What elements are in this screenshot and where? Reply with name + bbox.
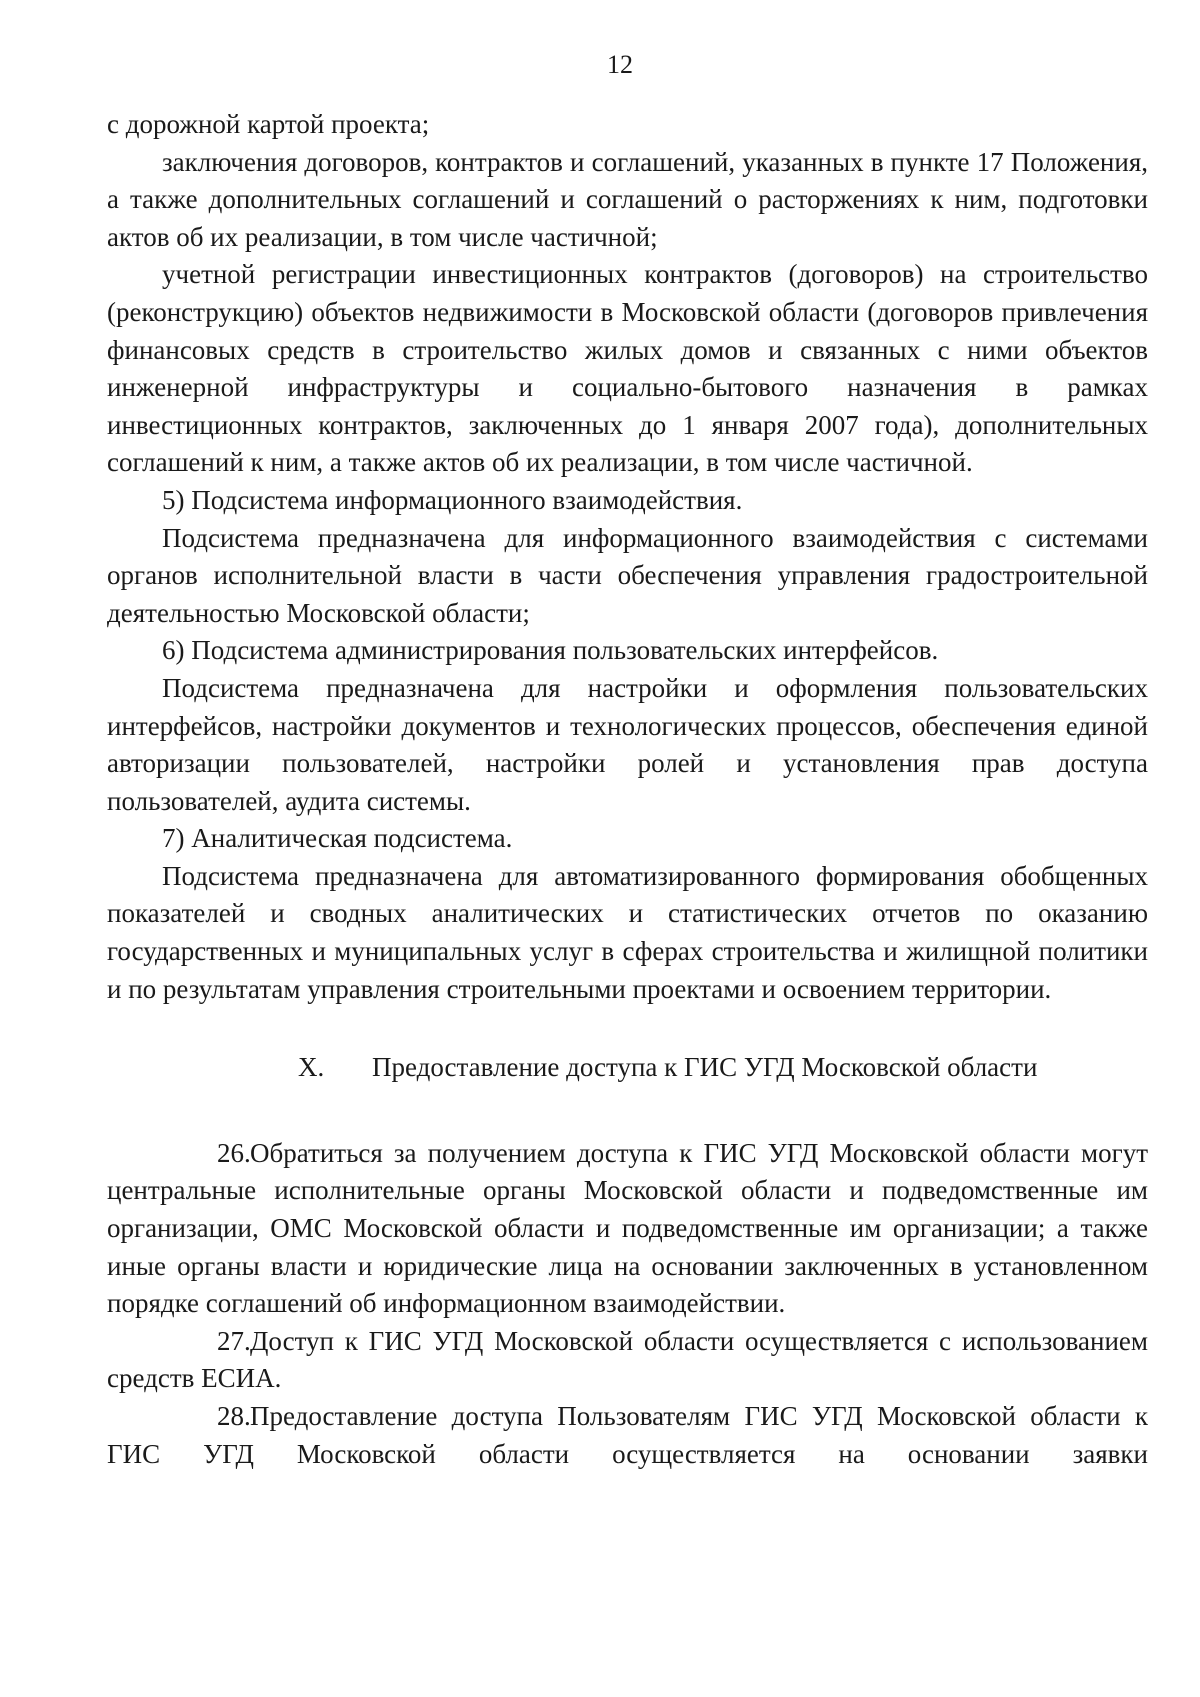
list-item-heading: 5) Подсистема информационного взаимодействия. xyxy=(162,484,743,515)
numbered-paragraph xyxy=(107,1135,1148,1323)
section-title: Предоставление доступа к ГИС УГД Московской области xyxy=(372,1052,1038,1083)
paragraph: Подсистема предназначена для информационного взаимодействия с системами органов исполнительной власти в части обеспечения управления градостроительной деятельностью Московской области; xyxy=(107,522,1148,628)
list-item-heading: 7) Аналитическая подсистема. xyxy=(162,823,513,854)
section-heading xyxy=(107,1049,1148,1087)
paragraph-text: Обратиться за получением доступа к ГИС УГД Московской области могут центральные исполнительные органы Московской области и подведомственные им организации, ОМС Московской области и подведомственные им организации; а также иные органы власти и юридические лица на основании заключенных в установленном порядке соглашений об информационном взаимодействии. xyxy=(107,1137,1148,1319)
paragraph: Подсистема предназначена для настройки и оформления пользовательских интерфейсов, настройки документов и технологических процессов, обеспечения единой авторизации пользователей, настройки ролей и установления прав доступа пользователей, аудита системы. xyxy=(107,672,1148,816)
paragraph-number: 27. xyxy=(217,1325,251,1356)
paragraph-text: Предоставление доступа Пользователям ГИС УГД Московской области к ГИС УГД Московской области осуществляется на основании заявки xyxy=(107,1401,1148,1469)
paragraph: учетной регистрации инвестиционных контрактов (договоров) на строительство (реконструкцию) объектов недвижимости в Московской области (договоров привлечения финансовых средств в строительство жилых домов и связанных с ними объектов инженерной инфраструктуры и социально-бытового назначения в рамках инвестиционных контрактов, заключенных до 1 января 2007 года), дополнительных соглашений к ним, а также актов об их реализации, в том числе частичной. xyxy=(107,259,1148,478)
paragraph-text: Доступ к ГИС УГД Московской области осуществляется с использованием средств ЕСИА. xyxy=(107,1325,1148,1394)
paragraph-number: 28. xyxy=(217,1401,251,1431)
paragraph-number: 26. xyxy=(217,1137,251,1168)
list-item-heading: 6) Подсистема администрирования пользовательских интерфейсов. xyxy=(162,635,939,666)
numbered-paragraph xyxy=(107,1398,1148,1473)
paragraph: заключения договоров, контрактов и соглашений, указанных в пункте 17 Положения, а также дополнительных соглашений и соглашений о расторжениях к ним, подготовки актов об их реализации, в том числе частичной; xyxy=(107,146,1148,252)
numbered-paragraph xyxy=(107,1323,1148,1398)
page-number: 12 xyxy=(607,50,633,79)
paragraph: с дорожной картой проекта; xyxy=(107,109,430,139)
section-number: X. xyxy=(298,1052,325,1083)
paragraph: Подсистема предназначена для автоматизированного формирования обобщенных показателей и сводных аналитических и статистических отчетов по оказанию государственных и муниципальных услуг в сферах строительства и жилищной политики и по результатам управления строительными проектами и освоением территории. xyxy=(107,860,1148,1004)
document-body xyxy=(107,106,1148,1473)
